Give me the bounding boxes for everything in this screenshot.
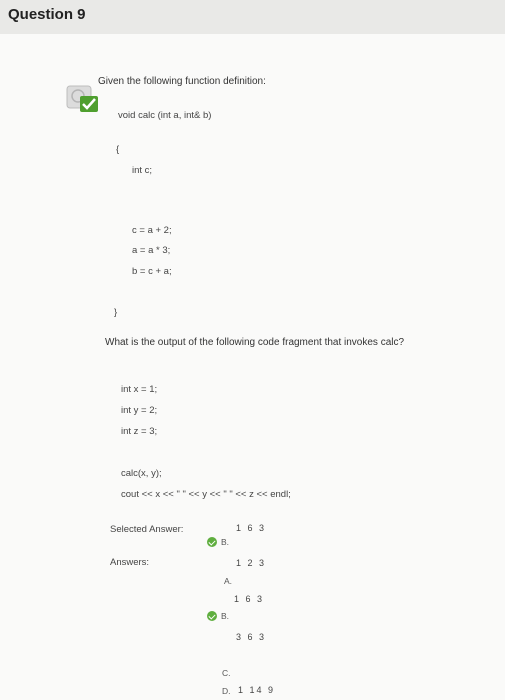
question-body (0, 34, 505, 700)
code-line: calc(x, y); (121, 468, 162, 479)
code-line: cout << x << " " << y << " " << z << endl; (121, 489, 291, 500)
code-line: int z = 3; (121, 426, 158, 437)
code-line: int c; (132, 165, 153, 176)
answer-option-value: 1 6 3 (234, 594, 265, 604)
answer-option-value: 1 2 3 (236, 558, 267, 568)
question-title: Question 9 (8, 6, 86, 23)
answer-option-value: 3 6 3 (236, 632, 267, 642)
selected-answer-label: Selected Answer: (110, 524, 184, 535)
code-line: int x = 1; (121, 384, 158, 395)
question-prompt: Given the following function definition: (98, 76, 266, 87)
selected-answer-value: 1 6 3 (236, 523, 267, 533)
code-line: int y = 2; (121, 405, 158, 416)
question-ask: What is the output of the following code fragment that invokes calc? (105, 337, 405, 348)
correct-check-icon (66, 84, 100, 114)
code-line: void calc (int a, int& b) (118, 110, 212, 121)
answer-option-letter: C. (222, 668, 231, 678)
answer-option-value: 1 14 9 (238, 685, 276, 695)
code-line: { (116, 144, 120, 155)
answers-label: Answers: (110, 557, 150, 568)
correct-check-icon (207, 537, 217, 547)
question-header (0, 0, 505, 35)
answer-option-letter: B. (221, 611, 230, 621)
selected-answer-letter: B. (221, 537, 230, 547)
code-line: c = a + 2; (132, 225, 172, 236)
answer-option-letter: A. (224, 576, 233, 586)
code-line: b = c + a; (132, 266, 172, 277)
code-line: a = a * 3; (132, 245, 171, 256)
code-line: } (114, 307, 118, 318)
answer-option-letter: D. (222, 686, 231, 696)
correct-check-icon (207, 611, 217, 621)
